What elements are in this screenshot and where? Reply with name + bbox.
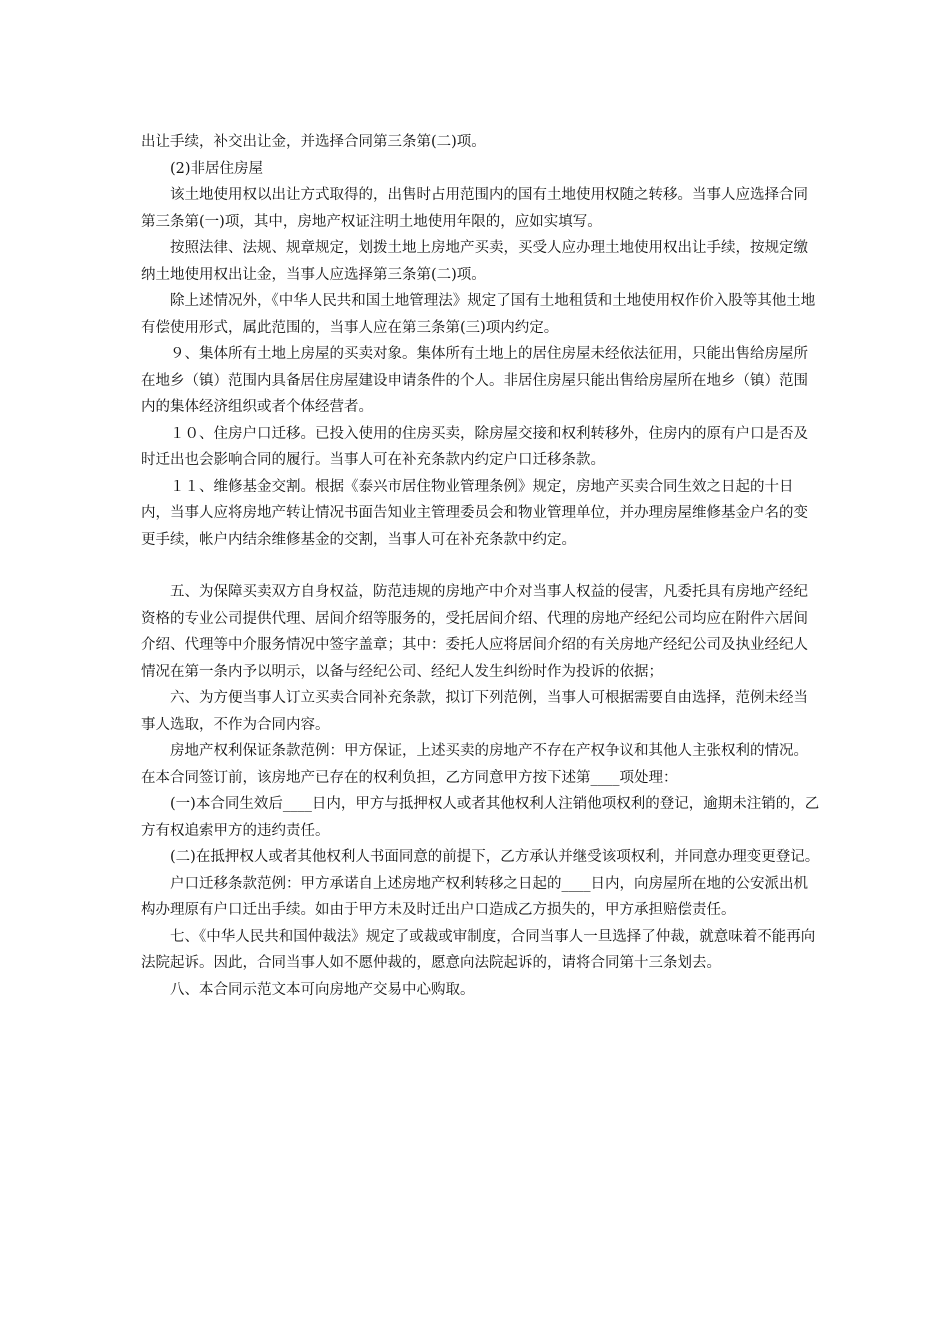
paragraph-2: (2)非居住房屋 [170,160,264,177]
paragraph-8: １１、维修基金交割。根据《泰兴市居住物业管理条例》规定，房地产买卖合同生效之日起的十日内，当事人应将房地产转让情况书面告知业主管理委员会和物业管理单位，并办理房屋维修基金户名的变更手续，帐户内结余维修基金的交割，当事人可在补充条款中约定。 [141,478,808,548]
paragraph-13: (二)在抵押权人或者其他权利人书面同意的前提下，乙方承认并继受该项权利，并同意办理变更登记。 [170,849,820,865]
paragraph-12: (一)本合同生效后____日内，甲方与抵押权人或者其他权利人注销他项权利的登记，逾期未注销的，乙方有权追索甲方的违约责任。 [141,796,820,839]
paragraph-15: 七、《中华人民共和国仲裁法》规定了或裁或审制度，合同当事人一旦选择了仲裁，就意味着不能再向法院起诉。因此，合同当事人如不愿仲裁的，愿意向法院起诉的，请将合同第十三条划去。 [141,928,816,971]
document-body [141,129,821,1003]
paragraph-9: 五、为保障买卖双方自身权益，防范违规的房地产中介对当事人权益的侵害，凡委托具有房地产经纪资格的专业公司提供代理、居间介绍等服务的，受托居间介绍、代理的房地产经纪公司均应在附件六居间介绍、代理等中介服务情况中签字盖章；其中：委托人应将居间介绍的有关房地产经纪公司及执业经纪人情况在第一条内予以明示，以备与经纪公司、经纪人发生纠纷时作为投诉的依据； [141,584,808,680]
paragraph-6: ９、集体所有土地上房屋的买卖对象。集体所有土地上的居住房屋未经依法征用，只能出售给房屋所在地乡（镇）范围内具备居住房屋建设申请条件的个人。非居住房屋只能出售给房屋所在地乡（镇）范围内的集体经济组织或者个体经营者。 [141,346,808,415]
paragraph-3: 该土地使用权以出让方式取得的，出售时占用范围内的国有土地使用权随之转移。当事人应选择合同第三条第(一)项，其中，房地产权证注明土地使用年限的，应如实填写。 [141,187,808,230]
paragraph-14: 户口迁移条款范例：甲方承诺自上述房地产权利转移之日起的____日内，向房屋所在地的公安派出机构办理原有户口迁出手续。如由于甲方未及时迁出户口造成乙方损失的，甲方承担赔偿责任。 [141,875,808,918]
paragraph-16: 八、本合同示范文本可向房地产交易中心购取。 [170,981,475,998]
paragraph-11: 房地产权利保证条款范例：甲方保证，上述买卖的房地产不存在产权争议和其他人主张权利的情况。在本合同签订前，该房地产已存在的权利负担，乙方同意甲方按下述第____项处理： [141,743,808,786]
paragraph-4: 按照法律、法规、规章规定，划拨土地上房地产买卖，买受人应办理土地使用权出让手续，按规定缴纳土地使用权出让金，当事人应选择第三条第(二)项。 [141,240,808,283]
paragraph-10: 六、为方便当事人订立买卖合同补充条款，拟订下列范例，当事人可根据需要自由选择，范例未经当事人选取，不作为合同内容。 [141,690,808,733]
paragraph-7: １０、住房户口迁移。已投入使用的住房买卖，除房屋交接和权利转移外，住房内的原有户口是否及时迁出也会影响合同的履行。当事人可在补充条款内约定户口迁移条款。 [141,425,808,468]
paragraph-5: 除上述情况外，《中华人民共和国土地管理法》规定了国有土地租赁和土地使用权作价入股等其他土地有偿使用形式，属此范围的，当事人应在第三条第(三)项内约定。 [141,293,816,336]
paragraph-1: 出让手续，补交出让金，并选择合同第三条第(二)项。 [141,134,486,150]
